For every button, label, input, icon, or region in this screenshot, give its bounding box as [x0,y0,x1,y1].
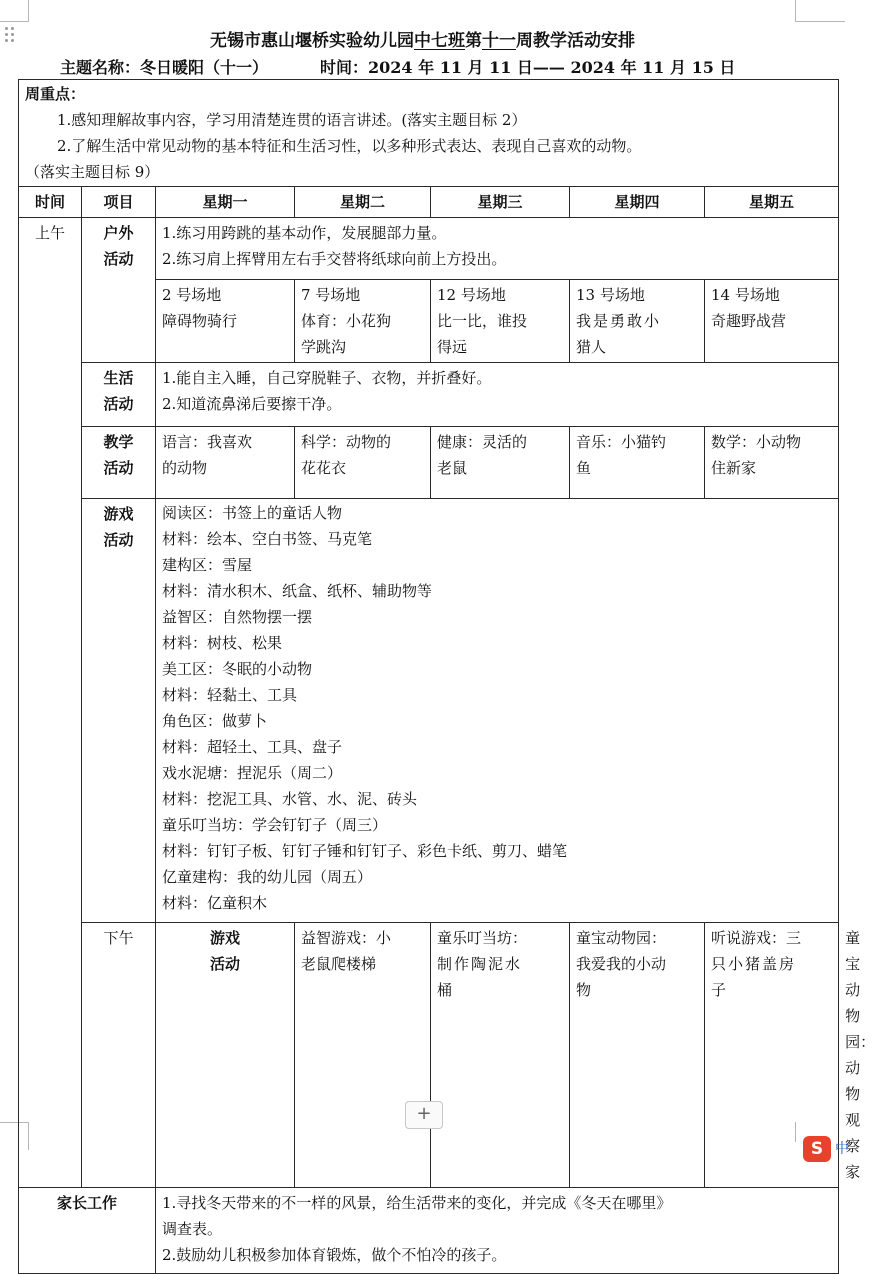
afternoon-text: 益智游戏：小 [301,929,392,947]
parent-work-item-2: 2.鼓励幼儿积极参加体育锻炼，做个不怕冷的孩子。 [162,1246,507,1264]
afternoon-text-cont: 桶 [437,981,453,999]
afternoon-text-cont: 老鼠爬楼梯 [301,955,377,973]
add-page-button[interactable]: + [405,1101,443,1129]
col-header-monday: 星期一 [156,187,295,218]
teaching-tuesday [295,427,431,499]
afternoon-text-cont: 我爱我的小动 [576,955,667,973]
col-header-item: 项目 [82,187,156,218]
weekly-focus-item-2-tail: （落实主题目标 9） [25,163,160,181]
weekly-focus-heading: 周重点： [25,85,86,103]
teaching-monday [156,427,295,499]
teaching-label-a: 教学 [103,433,134,451]
outdoor-goal-1: 1.练习用跨跳的基本动作，发展腿部力量。 [162,224,447,242]
weekly-focus-item-2: 2.了解生活中常见动物的基本特征和生活习性，以多种形式表达、表现自己喜欢的动物。 [57,137,642,155]
teaching-activity-row [19,427,839,499]
teaching-text: 语言：我喜欢 [162,433,253,451]
afternoon-monday [295,923,431,1188]
site-activity-cont: 得远 [437,338,468,356]
weekly-focus-cell [19,80,839,187]
game-label-b: 活动 [103,531,134,549]
site-activity: 障碍物骑行 [162,312,238,330]
outdoor-label-a: 户外 [103,224,134,242]
game-materials: 材料：超轻土、工具、盘子 [162,738,343,756]
outdoor-site-thursday [570,280,705,363]
weekly-focus-row [19,80,839,187]
teaching-friday [705,427,839,499]
game-materials: 材料：绘本、空白书签、马克笔 [162,530,373,548]
game-area: 亿童建构：我的幼儿园（周五） [162,868,373,886]
teaching-text: 数学：小动物 [711,433,802,451]
crop-mark-top-right [795,0,796,22]
teaching-text: 科学：动物的 [301,433,392,451]
life-label-b: 活动 [103,395,134,413]
date-range: 时间：2024 年 11 月 11 日—— 2024 年 11 月 15 日 [320,58,736,77]
afternoon-wednesday [570,923,705,1188]
morning-label: 上午 [19,218,82,1188]
title-school: 无锡市惠山堰桥实验幼儿园 [210,31,414,51]
parent-work-row [19,1188,839,1274]
teaching-wednesday [431,427,570,499]
life-activity-label [82,363,156,427]
afternoon-text-cont: 制作陶泥水 [437,955,523,973]
game-activity-row [19,499,839,923]
site-label: 12 号场地 [437,286,506,304]
afternoon-text: 童宝动物园： [576,929,667,947]
site-activity: 奇趣野战营 [711,312,787,330]
ime-logo-icon[interactable]: S [803,1136,831,1162]
site-label: 13 号场地 [576,286,645,304]
afternoon-text: 听说游戏：三 [711,929,802,947]
outdoor-site-wednesday [431,280,570,363]
title-mid: 第 [465,31,482,51]
outdoor-label-b: 活动 [103,250,134,268]
site-activity-cont: 猎人 [576,338,607,356]
teaching-text-cont: 的动物 [162,459,208,477]
game-materials: 材料：轻黏土、工具 [162,686,298,704]
game-area: 阅读区：书签上的童话人物 [162,504,343,522]
life-activity-row [19,363,839,427]
afternoon-label-a: 游戏 [209,929,240,947]
site-label: 2 号场地 [162,286,222,304]
teaching-activity-label [82,427,156,499]
title-week: 十一 [482,31,516,51]
afternoon-text-cont: 只小猪盖房 [711,955,797,973]
outdoor-activity-label [82,218,156,363]
header-row [19,187,839,218]
teaching-label-b: 活动 [103,459,134,477]
afternoon-label: 下午 [82,923,156,1188]
site-activity-cont: 学跳沟 [301,338,347,356]
col-header-time: 时间 [19,187,82,218]
outdoor-goals-row [19,218,839,280]
col-header-thursday: 星期四 [570,187,705,218]
crop-mark-top-left [28,0,29,22]
game-materials: 材料：清水积木、纸盒、纸杯、辅助物等 [162,582,433,600]
outdoor-goal-2: 2.练习肩上挥臂用左右手交替将纸球向前上方投出。 [162,250,507,268]
game-label-a: 游戏 [103,505,134,523]
parent-work-item-1: 1.寻找冬天带来的不一样的风景，给生活带来的变化，并完成《冬天在哪里》 [162,1194,672,1212]
teaching-text: 音乐：小猫钓 [576,433,667,451]
game-area: 角色区：做萝卜 [162,712,268,730]
game-materials: 材料：亿童积木 [162,894,268,912]
game-area: 益智区：自然物摆一摆 [162,608,313,626]
teaching-text: 健康：灵活的 [437,433,528,451]
crop-mark-top-left [0,21,28,22]
game-materials: 材料：树枝、松果 [162,634,283,652]
afternoon-row: 下午 游戏 活动 益智游戏：小 老鼠爬楼梯 童乐叮当坊： 制作陶泥水 桶 童宝动物园： 我爱我的小动 物 听说游戏：三 只小猪盖房 子 童宝动物园： 动物观察家 [19,923,839,1188]
afternoon-label-b: 活动 [209,955,240,973]
site-activity: 体育：小花狗 [301,312,392,330]
outdoor-goals-cell [156,218,839,280]
outdoor-site-monday [156,280,295,363]
afternoon-tuesday [431,923,570,1188]
weekly-focus-item-1: 1.感知理解故事内容，学习用清楚连贯的语言讲述。(落实主题目标 2） [57,111,527,129]
game-area: 建构区：雪屋 [162,556,253,574]
life-item-2: 2.知道流鼻涕后要擦干净。 [162,395,342,413]
game-area: 童乐叮当坊：学会钉钉子（周三） [162,816,388,834]
afternoon-game-label [156,923,295,1188]
game-materials: 材料：钉钉子板、钉钉子锤和钉钉子、彩色卡纸、剪刀、蜡笔 [162,842,568,860]
life-activity-cell [156,363,839,427]
outdoor-site-friday [705,280,839,363]
afternoon-text: 童乐叮当坊： [437,929,528,947]
document-title [0,26,845,51]
teaching-thursday [570,427,705,499]
parent-work-cell [156,1188,839,1274]
life-item-1: 1.能自主入睡，自己穿脱鞋子、衣物，并折叠好。 [162,369,492,387]
game-activity-label [82,499,156,923]
teaching-text-cont: 鱼 [576,459,592,477]
teaching-text-cont: 老鼠 [437,459,468,477]
afternoon-text-cont: 子 [711,981,727,999]
teaching-text-cont: 住新家 [711,459,757,477]
life-label-a: 生活 [103,369,134,387]
document-subtitle [60,55,735,78]
site-label: 14 号场地 [711,286,780,304]
site-activity: 我是勇敢小 [576,312,662,330]
teaching-text-cont: 花花衣 [301,459,347,477]
col-header-wednesday: 星期三 [431,187,570,218]
parent-work-label: 家长工作 [19,1188,156,1274]
theme-name: 主题名称：冬日暖阳（十一） [60,58,269,77]
site-activity: 比一比，谁投 [437,312,528,330]
afternoon-text-cont: 物 [576,981,592,999]
ime-mode-indicator[interactable]: 中 [835,1141,849,1157]
game-materials: 材料：挖泥工具、水管、水、泥、砖头 [162,790,418,808]
outdoor-site-tuesday [295,280,431,363]
crop-mark-top-right [795,21,845,22]
game-activity-cell [156,499,839,923]
schedule-table [18,79,875,1274]
game-area: 美工区：冬眠的小动物 [162,660,313,678]
site-label: 7 号场地 [301,286,361,304]
parent-work-item-1-tail: 调查表。 [162,1220,223,1238]
title-class: 中七班 [414,31,465,51]
game-area: 戏水泥塘：捏泥乐（周二） [162,764,343,782]
title-suffix: 周教学活动安排 [516,31,635,51]
col-header-friday: 星期五 [705,187,839,218]
col-header-tuesday: 星期二 [295,187,431,218]
